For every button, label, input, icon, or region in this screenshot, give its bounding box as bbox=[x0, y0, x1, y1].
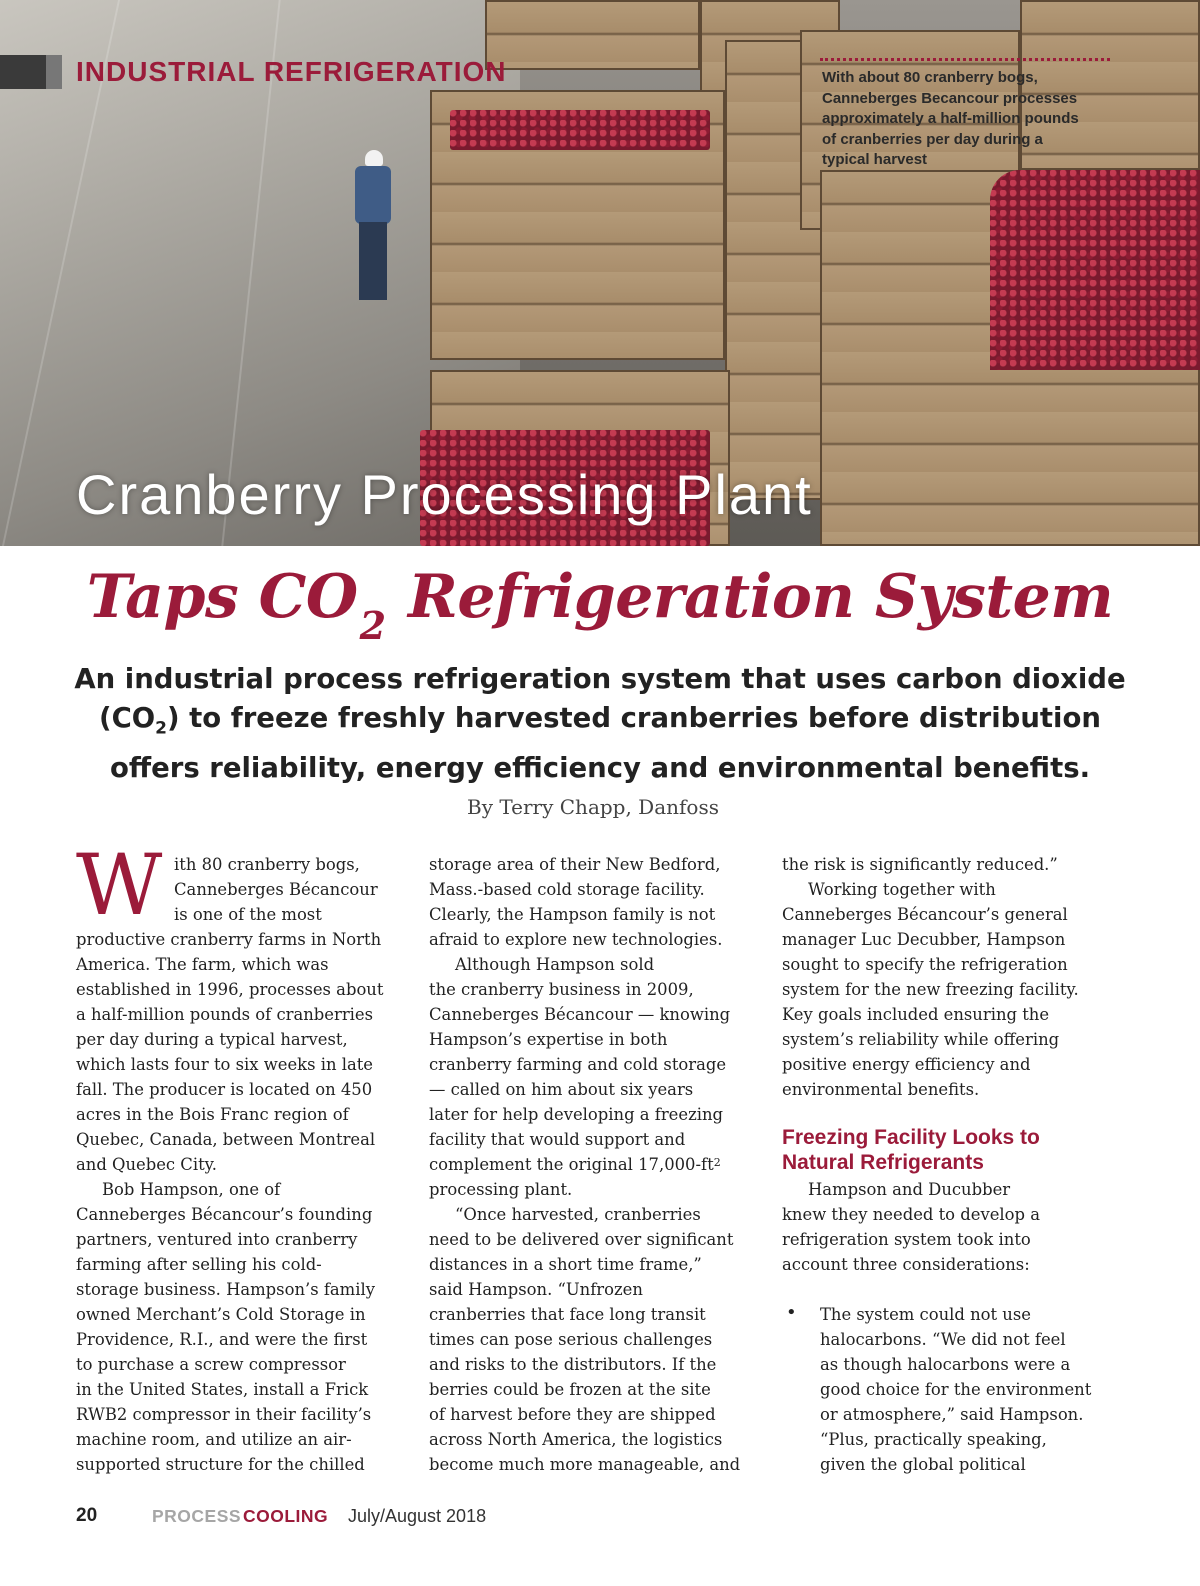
cranberries bbox=[990, 170, 1200, 370]
article-column-1: ith 80 cranberry bogs, Canneberges Bécancour is one of the most productive cranberry farms in North America. The farm, which was established in 1996, processes about a half-million pounds of cranberries per day during a typical harvest, which lasts four to six weeks in late fall. The producer is located on 450 acres in the Bois Franc region of Quebec, Canada, between Montreal and Quebec City. Bob Hampson, one of Canneberges Bécancour’s founding partners, ventured into cranberry farming after selling his cold- storage business. Hampson’s family owned Merchant’s Cold Storage in Providence, R.I., and were the first to purchase a screw compressor in the United States, install a Frick RWB2 compressor in their facility’s machine room, and utilize an air- supported structure for the chilled bbox=[76, 855, 384, 1474]
photo-caption: With about 80 cranberry bogs, Canneberges Becancour processes approximately a half-million pounds of cranberries per day during a typical harvest bbox=[822, 69, 1079, 168]
magazine-name-part1: PROCESS bbox=[152, 1506, 242, 1526]
drop-cap: W bbox=[76, 836, 163, 934]
subheading: Freezing Facility Looks to Natural Refrigerants bbox=[782, 1126, 1040, 1174]
bullet-item: The system could not use halocarbons. “We did not feel as though halocarbons were a good choice for the environment or atmosphere,” said Hampson. “Plus, practically speaking, given the global political bbox=[820, 1305, 1092, 1474]
section-marker-accent bbox=[46, 55, 62, 89]
cranberries bbox=[450, 110, 710, 150]
section-marker bbox=[0, 55, 46, 89]
caption-rule bbox=[820, 58, 1110, 61]
photo-title: Cranberry Processing Plant bbox=[76, 463, 813, 526]
article-column-2: storage area of their New Bedford, Mass.-based cold storage facility. Clearly, the Hampson family is not afraid to explore new technologies. Although Hampson sold the cranberry business in 2009, Canneberges Bécancour — knowing Hampson’s expertise in both cranberry farming and cold storage — called on him about six years later for help developing a freezing facility that would support and complement the original $17,000-ft^2$ processing plant. “Once harvested, cranberries need to be delivered over significant distances in a short time frame,” said Hampson. “Unfrozen cranberries that face long transit times can pose serious challenges and risks to the distributors. If the berries could be frozen at the site of harvest before they are shipped across North America, the logistics become much more manageable, and bbox=[429, 855, 741, 1474]
issue-date: July/August 2018 bbox=[348, 1506, 487, 1526]
worker-figure bbox=[345, 150, 401, 300]
page-number: 20 bbox=[76, 1505, 98, 1526]
article-column-3: the risk is significantly reduced.” Working together with Canneberges Bécancour’s general manager Luc Decubber, Hampson sought to specify the refrigeration system for the new freezing facility. Key goals included ensuring the system’s reliability while offering positive energy efficiency and environmental benefits. bbox=[782, 855, 1079, 1099]
magazine-name-part2: COOLING bbox=[243, 1506, 329, 1526]
bullet-marker: • bbox=[786, 1302, 797, 1323]
deck: An industrial process refrigeration system that uses carbon dioxide $(CO_2)$ to freeze freshly harvested cranberries before distribution offers reliability, energy efficiency and environmental benefits. bbox=[74, 663, 1126, 784]
header-photo bbox=[0, 0, 1200, 546]
byline: By Terry Chapp, Danfoss bbox=[467, 795, 719, 819]
crate bbox=[485, 0, 700, 70]
section-label: INDUSTRIAL REFRIGERATION bbox=[76, 56, 507, 87]
article-column-3-continued: Hampson and Ducubber knew they needed to develop a refrigeration system took into account three considerations: bbox=[782, 1180, 1040, 1274]
headline: Taps $CO_2$ Refrigeration System bbox=[86, 562, 1114, 648]
